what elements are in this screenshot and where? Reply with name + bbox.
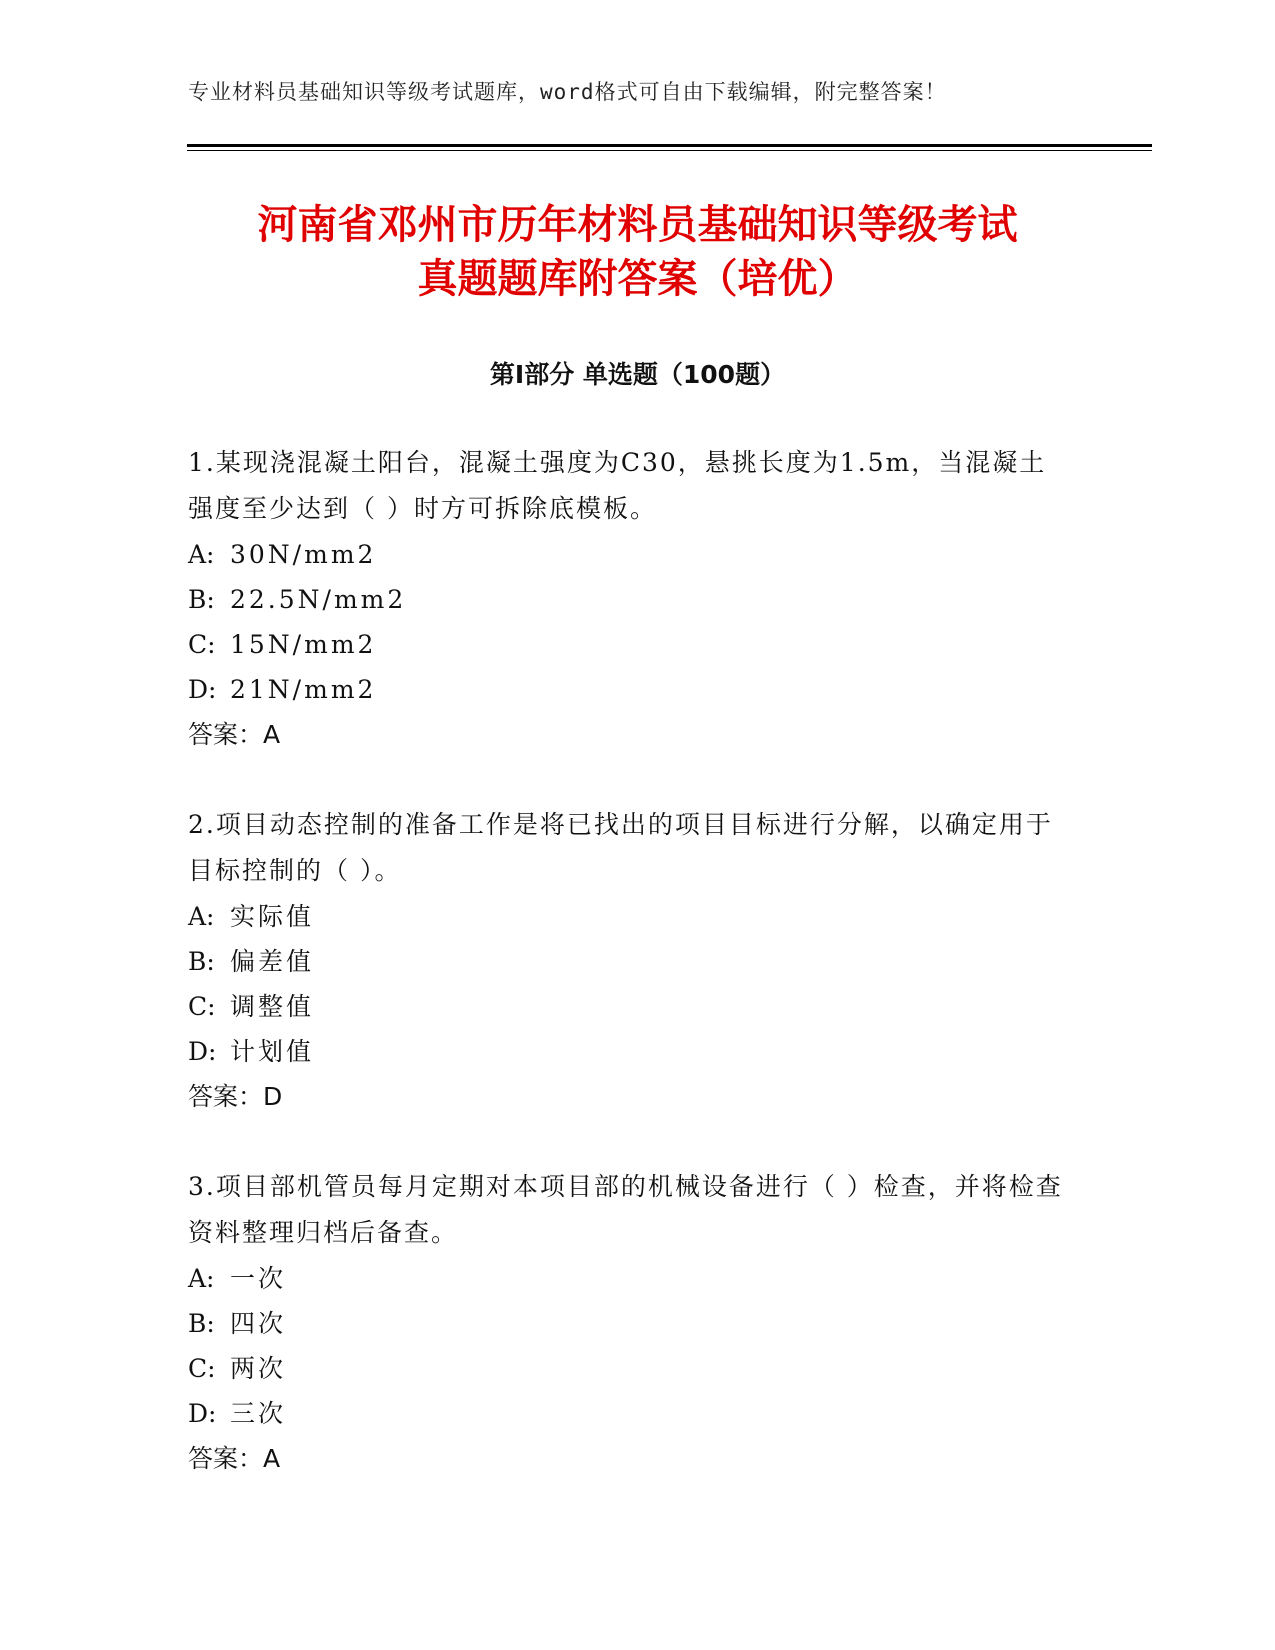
option-text: 21N/mm2 xyxy=(230,675,377,704)
option-key: B: xyxy=(188,585,215,614)
document-title-line1: 河南省邓州市历年材料员基础知识等级考试 xyxy=(257,202,1018,248)
question-stem: 2.项目动态控制的准备工作是将已找出的项目目标进行分解，以确定用于目标控制的（ ）。 xyxy=(188,810,1053,885)
option-a xyxy=(188,1256,1068,1301)
option-text: 偏差值 xyxy=(230,947,315,976)
option-key: D: xyxy=(188,1399,217,1428)
option-text: 实际值 xyxy=(230,902,315,931)
document-title-line2: 真题题库附答案（培优） xyxy=(417,256,858,302)
option-key: A: xyxy=(188,902,215,931)
option-b xyxy=(188,939,1068,984)
option-key: D: xyxy=(188,1037,217,1066)
option-d xyxy=(188,1391,1068,1436)
question-stem: 1.某现浇混凝土阳台，混凝土强度为C30，悬挑长度为1.5m，当混凝土强度至少达到（ ）时方可拆除底模板。 xyxy=(188,448,1047,523)
option-text: 四次 xyxy=(230,1309,287,1338)
option-text: 调整值 xyxy=(230,992,315,1021)
question-stem: 3.项目部机管员每月定期对本项目部的机械设备进行（ ）检查，并将检查资料整理归档后备查。 xyxy=(188,1172,1063,1247)
option-text: 一次 xyxy=(230,1264,287,1293)
header-rule-thick xyxy=(187,144,1152,147)
option-c xyxy=(188,622,1068,667)
question-2 xyxy=(188,802,1068,1120)
option-c xyxy=(188,1346,1068,1391)
header-rule-thin xyxy=(187,150,1152,151)
option-key: C: xyxy=(188,630,216,659)
option-key: C: xyxy=(188,1354,216,1383)
option-b xyxy=(188,577,1068,622)
question-3 xyxy=(188,1164,1068,1482)
option-a xyxy=(188,532,1068,577)
answer-label: 答案：A xyxy=(188,1444,281,1473)
option-text: 30N/mm2 xyxy=(230,540,377,569)
option-key: A: xyxy=(188,540,215,569)
header-note: 专业材料员基础知识等级考试题库，word格式可自由下载编辑，附完整答案！ xyxy=(188,80,947,104)
option-text: 15N/mm2 xyxy=(230,630,377,659)
option-key: B: xyxy=(188,947,215,976)
document-title xyxy=(180,198,1095,306)
option-d xyxy=(188,1029,1068,1074)
option-text: 两次 xyxy=(230,1354,287,1383)
question-1 xyxy=(188,440,1068,758)
option-key: B: xyxy=(188,1309,215,1338)
option-text: 三次 xyxy=(230,1399,287,1428)
option-key: C: xyxy=(188,992,216,1021)
section-title: 第Ⅰ部分 单选题（100题） xyxy=(489,360,786,389)
option-b xyxy=(188,1301,1068,1346)
option-d xyxy=(188,667,1068,712)
option-c xyxy=(188,984,1068,1029)
option-text: 计划值 xyxy=(230,1037,315,1066)
option-key: A: xyxy=(188,1264,215,1293)
answer-label: 答案：D xyxy=(188,1082,283,1111)
option-key: D: xyxy=(188,675,217,704)
option-a xyxy=(188,894,1068,939)
answer-label: 答案：A xyxy=(188,720,281,749)
option-text: 22.5N/mm2 xyxy=(230,585,407,614)
